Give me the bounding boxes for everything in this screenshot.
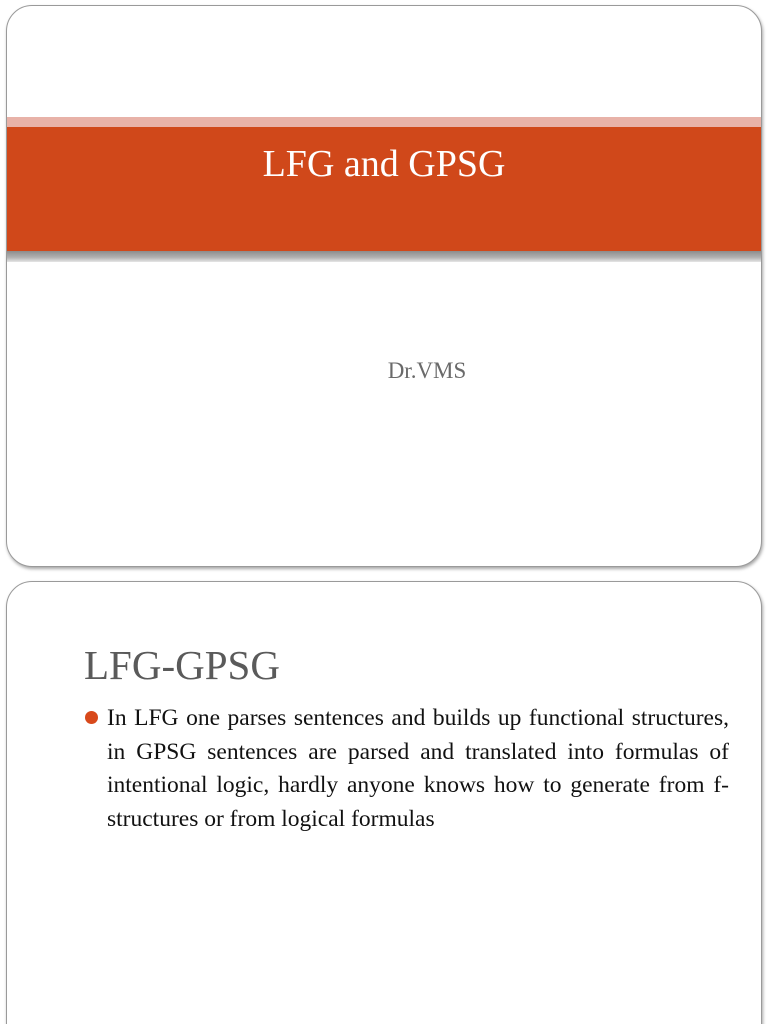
title-band-shadow: [7, 251, 761, 262]
slide-title: LFG and GPSG: [262, 143, 506, 185]
title-band-top-stripe: [7, 117, 761, 127]
bullet-dot-icon: [85, 711, 98, 724]
bullet-item: [83, 702, 729, 836]
slide-subtitle: Dr.VMS: [387, 358, 467, 383]
bullet-text: In LFG one parses sentences and builds up functional structures, in GPSG sentences are parsed and translated into formulas of intentional logic, hardly anyone knows how to generate from f-structures or from logical formulas: [107, 705, 729, 832]
title-slide: [6, 5, 762, 567]
bullet-list: [83, 702, 729, 836]
content-slide: [6, 581, 762, 1024]
slide-heading: LFG-GPSG: [84, 642, 280, 688]
